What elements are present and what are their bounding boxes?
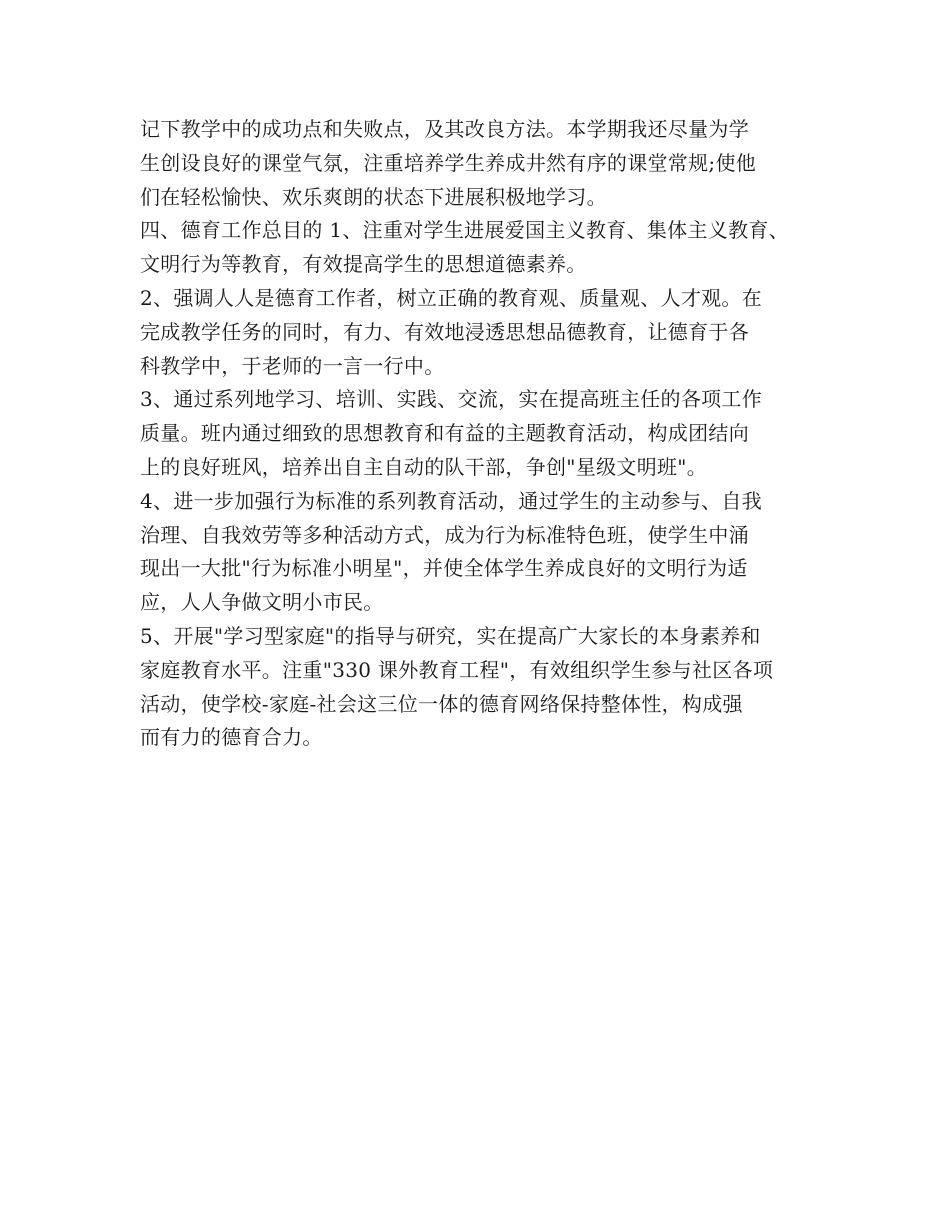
body-text xyxy=(140,113,840,755)
text-line: 质量。班内通过细致的思想教育和有益的主题教育活动，构成团结向 xyxy=(140,421,749,446)
text-line: 家庭教育水平。注重"330 课外教育工程"，有效组织学生参与社区各项 xyxy=(140,657,774,682)
text-line: 而有力的德育合力。 xyxy=(140,725,323,750)
text-line: 四、德育工作总目的 1、注重对学生进展爱国主义教育、集体主义教育、 xyxy=(140,218,789,243)
text-line: 生创设良好的课堂气氛，注重培养学生养成井然有序的课堂常规;使他 xyxy=(140,150,757,175)
text-line: 现出一大批"行为标准小明星"，并使全体学生养成良好的文明行为适 xyxy=(140,556,748,581)
text-line: 科教学中，于老师的一言一行中。 xyxy=(140,353,445,378)
text-line: 完成教学任务的同时，有力、有效地浸透思想品德教育，让德育于各 xyxy=(140,319,749,344)
text-line: 4、进一步加强行为标准的系列教育活动，通过学生的主动参与、自我 xyxy=(140,488,763,513)
text-line: 3、通过系列地学习、培训、实践、交流，实在提高班主任的各项工作 xyxy=(140,387,763,412)
text-line: 5、开展"学习型家庭"的指导与研究，实在提高广大家长的本身素养和 xyxy=(140,623,761,648)
text-line: 文明行为等教育，有效提高学生的思想道德素养。 xyxy=(140,252,587,277)
text-line: 2、强调人人是德育工作者，树立正确的教育观、质量观、人才观。在 xyxy=(140,285,763,310)
text-line: 上的良好班风，培养出自主自动的队干部，争创"星级文明班"。 xyxy=(140,454,708,479)
text-line: 活动，使学校-家庭-社会这三位一体的德育网络保持整体性，构成强 xyxy=(140,691,743,716)
text-line: 治理、自我效劳等多种活动方式，成为行为标准特色班，使学生中涌 xyxy=(140,522,749,547)
text-line: 应，人人争做文明小市民。 xyxy=(140,590,384,615)
text-line: 记下教学中的成功点和失败点，及其改良方法。本学期我还尽量为学 xyxy=(140,117,749,141)
text-line: 们在轻松愉快、欢乐爽朗的状态下进展积极地学习。 xyxy=(140,184,607,209)
